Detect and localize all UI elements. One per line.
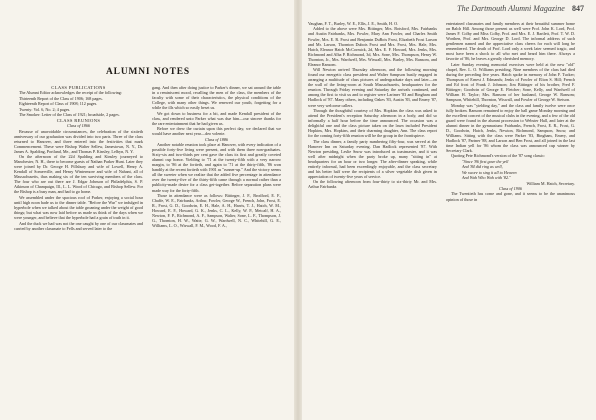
paragraph: entertained classmates and family members at their beautiful summer home on Balch Hill. Among those present as well were Prof. John K. Lord, Prof. James F. Colby and Miss Colby, Prof. and Mrs. E. J. Bartlett, Prof. T. W. D. Worthen, Prof. and Mrs. George D. Lord. The informal address of such gentlemen named and the appreciative class cheers for each will long be remembered. The death of Prof. Lord only a week later seemed tragic, and most have been a shock to all who met and heard him there. Always a favorite of '86, he leaves a greatly cherished memory. xyxy=(446,21,575,62)
paragraph: Those in attendance were as follows: Bittinger, J. F., Brodford, E. F., Chaffe, W. E., Fairbanks, Arthur, Fowler, George W., French, John, Frost, E. R., Frost, G. D., Goodwin, E. H., Hale, A. H., Harris, T. J., Hatch, W. M., Howard, E. F., Howard, G. K., Jenks, C. L., Kelly, W. P., Metcalf, H. A., Newton, F. P., Richmond, A. F., Sampson, Walter, Sone, L. F., Thompson, J. G., Thornton, H. W., Waite, G. W., Wardwell, N. C., Whitehill, G. E., Williams, L. O., Wiswall, F. M., Wood, F. A., xyxy=(152,192,281,229)
class-heading-1886: Class of 1886 xyxy=(204,136,229,142)
running-header xyxy=(310,4,584,13)
paragraph: Will Newton arrived Thursday afternoon, and the following morning found our energetic class president and Walter Sampson busily engaged in arranging a multitude of class pictures of undergraduate days and later—on the wall of the living-room at South Massachusetts, headquarters for the reunion. Through Friday evening and Saturday the arrivals continued, and among the first to visit us and to register were Larimer '83 and Bingham and Hadlock of '87. Many others, including Oakes '83, Austin '83, and Emery '87, were very welcome callers. xyxy=(308,67,437,108)
paragraph: Because of unavoidable circumstances, the celebration of the sixtieth anniversary of our graduation was divided into two parts. Three of the class returned to Hanover, and three entered into the festivities that mark Commencement. These were Bishop Walter Sellew, Jamestown, N. Y., Dr. James A. Spalding, Portland, Me., and Thomas P. Kinsley, Lelbyn, N. Y. xyxy=(14,128,143,154)
alumni-notes-heading: ALUMNI NOTES xyxy=(106,67,190,77)
paragraph: Vaughan, F. T., Burley, W. E., Ellis, J. E., Smith, H. O. xyxy=(308,21,399,26)
poem-line: "Since '86 first gave the yell xyxy=(462,158,509,164)
class-reunions-heading: CLASS REUNIONS xyxy=(56,117,101,123)
class-publications-heading: CLASS PUBLICATIONS xyxy=(51,85,106,90)
magazine-title: The Dartmouth Alumni Magazine xyxy=(457,4,565,13)
paragraph: Before we drew the curtain upon this perfect day, we declared that we would have another next year—deo volente. xyxy=(152,126,281,137)
paragraph: And the duck we had was not the one caught by one of our classmates and carried by another classmate to Fells and served later to the xyxy=(14,220,143,231)
publications-intro: The Alumni Editor acknowledges the receipt of the following: xyxy=(19,90,123,96)
paragraph: The class dinner, a family party numbering fifty-four, was served at the Hanover Inn on Saturday evening. Dan Hadlock represented '87. With Newton presiding, Leslie Snow was introduced as toastmaster, and it was well after midnight when the party broke up, many "sitting in" at headquarters for an hour or two longer. The after-dinner speaking, while entirely informal, had been exceedingly enjoyable, and the class secretary and his better half were the recipients of a silver vegetable dish given in appreciation of twenty-five years of service. xyxy=(308,138,437,179)
publication-item: The Smoker: Letter of the Class of 1921; broadside, 2 pages. xyxy=(19,112,120,118)
paragraph: Monday was "yielding day," and the class and family twelve were once fully broken. Ransom remained to enjoy the ball game Monday morning and the excellent concert of the musical clubs in the evening, and a few of the old guard were found in the alumni procession to Webster Hall, and later at the alumni dinner in the gymnasium: Fairbanks, French, Frost, E. R., Frost, G. D., Goodwin, Hatch, Jenks, Newton, Richmond, Sampson, Snow, and Williams. Sitting with the class were Parker '83, Bingham, Emery, and Hadlock '87, Partner '88, and Larson and Ben Frost, and all joined in the last time Indian yell for '86 whom the class was announced cup winner by Secretary Clark. xyxy=(446,102,575,153)
class-heading-1866: Class of 1866 xyxy=(66,123,91,129)
paragraph: The Twentieth has come and gone, and it seems to be the unanimous opinion of those in xyxy=(446,191,575,202)
right-page-column-2 xyxy=(446,21,575,202)
paragraph: Through the thoughtful courtesy of Mrs. Hopkins the class was asked to attend the President's reception Saturday afternoon in a body, and did so informally a half hour before the time announced. The occasion was a delightful one and the class picture taken on the lawn included President Hopkins, Mrs. Hopkins, and their charming daughter, Ann. The class report for the coming forty-fifth reunion will be the group in the frontispiece. xyxy=(308,107,437,139)
class-heading-1906: Class of 1906 xyxy=(498,186,523,192)
page-number: 847 xyxy=(571,4,584,13)
poem-line: And Wah Who Wah with '82." xyxy=(462,175,511,181)
paragraph: On the following afternoon from four-thirty to six-thirty Mr. and Mrs. Arthur Fairbanks xyxy=(308,179,437,190)
paragraph: We assembled under the spacious roof of Parker, enjoying a social hour until high noon bade us to the dinner table. "Before the War" we indulged in hyperbole when we talked about the table groaning under the weight of good things; but what was now laid before us made us think of the days when we were younger, and believe that the hyperbole had a grain of truth in it. xyxy=(14,194,143,221)
secretary-signature: William M. Hatch, Secretary. xyxy=(526,180,575,186)
paragraph: Quoting Pete Richmond's version of the '87 song classic: xyxy=(451,153,546,159)
publication-item: Eighteenth Report of Class of 1908; 112 pages. xyxy=(19,101,98,107)
publication-item: Thirteenth Report of the Class of 1906; 168 pages. xyxy=(19,95,103,101)
left-page-column-1 xyxy=(14,85,143,231)
paragraph: On the afternoon of the 22d Spalding and Kinsley journeyed to Manchester, N. H., there to become guests of Nathan Parker Hunt. Later they were joined by Dr. George H. Pillsbury and wife of Lowell, Henry A. Kendall of Somerville, and Henry Wintermore and wife of Nahant, all of Massachusetts, thus making six of the ten surviving members of the class. The four who are out there are J. Edgar Johnson of Philadelphia, S. P. Atkinson of Champaign, Ill., L. L. Wood of Chicago, and Bishop Sellew. For the Bishop is a busy man, and had to go home. xyxy=(14,154,143,195)
publication-item: Twenty: Vol. 6, No. 2; 4 pages. xyxy=(19,106,71,112)
paragraph: We got down to business for a bit, and made Kendall president of the class, and rendered unto Parker what was due him—our sincere thanks for the rare entertainment that he had given us. xyxy=(152,110,281,126)
paragraph: gang. And then after doing justice to Parker's dinner, we sat around the table in a reminiscent mood, recalling the men of the class, the members of the faculty with some of their characteristics, the physical conditions of the College, with many other things. We renewed our youth, forgetting for a while the ills which so easily beset us. xyxy=(152,85,281,111)
right-page xyxy=(300,0,596,420)
left-page-column-2 xyxy=(152,85,281,228)
poem-line: We swore to sing it all to Heaven xyxy=(462,169,517,175)
poem-line: And '84 did ring as well, xyxy=(462,164,503,170)
left-page xyxy=(0,0,296,420)
paragraph: Later Sunday evening memorial exercises were held at the new "old" chapel, Rev. L. O. Williams presiding. Nine members of the class had died during the preceding five years. Hatch spoke in memory of John F. Tucker; Thompson of Ernest J. Edmands; Jenks of Fowler of Elton S. Hill; French and Ed frost of Frank J. Johnson; Jim Bittinger of his brother, Fred F. Bittinger; Goodwin of George E. Fletcher; Sone, Kelly, and Wardwell of William H. Taylor; Mrs. Ransom of her husband, George W. Ransom; Sampson, Whitehill, Thornton, Wiswall, and Fowler of George W. Stetson. xyxy=(446,61,575,103)
paragraph: Another notable reunion took place at Hanover, with every indication of a possible forty-five living were present, and with them three non-graduates. Sixty-six and two-thirds per cent gave the class its first and greatly coveted alumni cup honor. Yielding to '71 at the twenty-fifth with a very narrow margin, to '86 at the fortieth, and again to '71 at the thirty-fifth, '86 won handily at the recent fortieth with 1901 as "runner-up." And the victory seems all the sweeter when we realize that the added five percentage in attendance over the twenty-five of the thirty-fifth came through a normal rather than a publicity-made desire for a class get-together. Before separation plans were made way for the forty-fifth. xyxy=(152,142,281,193)
paragraph: Added to the above were Mrs. Bittinger, Mrs. Botsford, Mrs. Fairbanks and Austin Fairbanks, Mrs. Fowler, Mary Ann Fowler, and Charles Smith Fowler, Mrs. E. R. Frost and Benjamin DuBois Frost, Elizabeth Frost Larson and Mr. Larson, Thornton Dubois Frost and Mrs. Frost, Mrs. Hale, Mrs. Hatch, Eleanor Hatch McCormick, 2d, Mrs. E. F. Howard, Mrs. Jenks, Mrs. Richmond and Alba P. Richmond, 3d, Mrs. Sone, Mrs. Thompson, Henry W. Thornton, Jr., Mrs. Wardwell, Mrs. Wiswall, Mrs. Burley, Mrs. Ransom, and Eleanor Ransom. xyxy=(308,26,437,67)
right-page-column-1 xyxy=(308,21,437,190)
